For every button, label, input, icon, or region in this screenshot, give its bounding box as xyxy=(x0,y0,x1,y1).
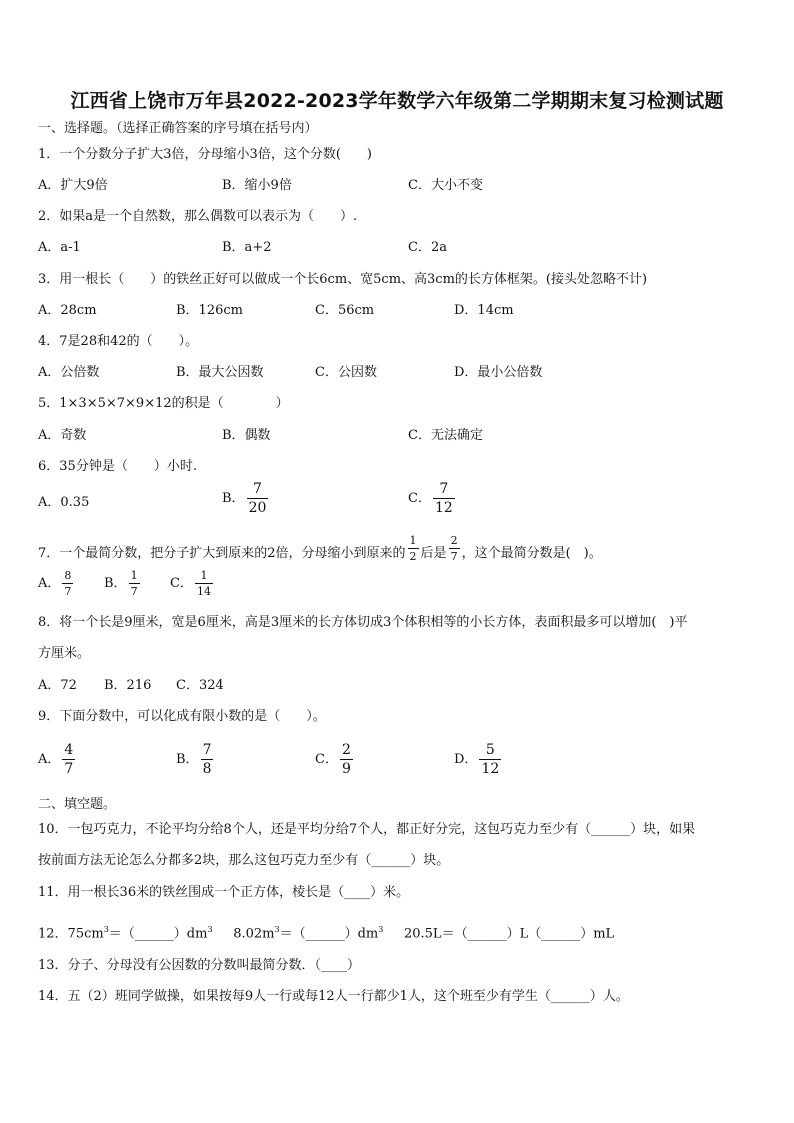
numerator: 7 xyxy=(247,482,269,499)
q9-option-a-fraction xyxy=(62,743,75,776)
q9-option-d-label: D． xyxy=(454,752,478,767)
numerator: 1 xyxy=(409,534,417,547)
q2-option-a: A．a-1 xyxy=(38,240,81,255)
q7-option-a xyxy=(38,570,75,597)
q7-fraction-two-sevenths xyxy=(449,535,460,562)
q9-option-b xyxy=(176,743,215,776)
q5-option-c: C．无法确定 xyxy=(408,428,483,443)
q4-option-a: A．公倍数 xyxy=(38,365,100,380)
q9-option-a-label: A． xyxy=(38,752,61,767)
q7-option-c xyxy=(170,570,215,597)
q12-superscript-1: 3 xyxy=(103,925,109,934)
q7-option-c-label: C． xyxy=(170,576,193,591)
question-5: 5．1×3×5×7×9×12的积是（ ） xyxy=(38,396,289,411)
q5-option-a: A．奇数 xyxy=(38,428,87,443)
q9-option-c xyxy=(315,743,355,776)
section-heading-choice: 一、选择题。（选择正确答案的序号填在括号内） xyxy=(38,121,318,136)
q7-text-part1: 7．一个最简分数，把分子扩大到原来的2倍，分母缩小到原来的 xyxy=(38,546,406,561)
numerator: 4 xyxy=(64,742,74,758)
question-9: 9．下面分数中，可以化成有限小数的是（ ）。 xyxy=(38,709,326,724)
numerator: 1 xyxy=(195,570,213,584)
q9-option-a xyxy=(38,743,77,776)
denominator: 14 xyxy=(196,585,211,598)
denominator: 8 xyxy=(202,761,212,777)
q7-fraction-half xyxy=(408,535,419,562)
q3-option-a: A．28cm xyxy=(38,303,97,318)
question-7 xyxy=(38,535,602,563)
q3-option-b: B．126cm xyxy=(176,303,243,318)
page-title: 江西省上饶市万年县2022-2023学年数学六年级第二学期期末复习检测试题 xyxy=(70,90,724,112)
q7-option-b-label: B． xyxy=(104,576,127,591)
question-10-line-2: 按前面方法无论怎么分都多2块，那么这包巧克力至少有（______）块。 xyxy=(38,853,450,868)
q12-part-1: 12．75cm xyxy=(38,926,104,942)
q8-option-b: B．216 xyxy=(104,678,152,693)
denominator: 12 xyxy=(434,500,453,516)
question-10-line-1: 10．一包巧克力，不论平均分给8个人，还是平均分给7个人，都正好分完，这包巧克力至少有（______）块，如果 xyxy=(38,822,696,837)
question-3: 3．用一根长（ ）的铁丝正好可以做成一个长6cm、宽5cm、高3cm的长方体框架。(接头处忽略不计) xyxy=(38,272,648,287)
numerator: 2 xyxy=(450,534,458,547)
question-2: 2．如果a是一个自然数，那么偶数可以表示为（ ）. xyxy=(38,209,358,224)
q12-part-5: 20.5L＝（______）L（______）mL xyxy=(383,926,615,942)
denominator: 12 xyxy=(481,761,500,777)
q6-option-c xyxy=(408,482,457,515)
numerator: 5 xyxy=(479,743,501,760)
question-6: 6．35分钟是（ ）小时. xyxy=(38,459,197,474)
q12-superscript-3: 3 xyxy=(274,925,280,934)
q6-option-c-fraction xyxy=(433,482,455,515)
q7-option-b xyxy=(104,570,142,597)
question-8-line-2: 方厘米。 xyxy=(38,646,91,661)
q4-option-c: C．公因数 xyxy=(315,365,377,380)
q7-option-a-label: A． xyxy=(38,576,61,591)
q4-option-d: D．最小公倍数 xyxy=(454,365,543,380)
q8-option-a: A．72 xyxy=(38,678,77,693)
q12-part-3: 8.02m xyxy=(212,926,275,942)
q12-part-2: ＝（______）dm xyxy=(108,926,208,942)
q4-option-b: B．最大公因数 xyxy=(176,365,264,380)
denominator: 20 xyxy=(248,500,267,516)
denominator: 9 xyxy=(341,761,351,777)
q3-option-d: D．14cm xyxy=(454,303,514,318)
q1-option-b: B．缩小9倍 xyxy=(222,178,292,193)
q12-part-4: ＝（______）dm xyxy=(279,926,379,942)
q9-option-c-label: C． xyxy=(315,752,338,767)
denominator: 2 xyxy=(409,550,417,563)
q2-option-b: B．a+2 xyxy=(222,240,272,255)
q9-option-b-label: B． xyxy=(176,752,199,767)
denominator: 7 xyxy=(64,585,72,598)
q6-option-a: A．0.35 xyxy=(38,495,90,510)
q12-superscript-2: 3 xyxy=(207,925,213,934)
question-1: 1．一个分数分子扩大3倍，分母缩小3倍，这个分数( ) xyxy=(38,147,372,162)
q12-superscript-4: 3 xyxy=(378,925,384,934)
numerator: 2 xyxy=(341,742,351,758)
q6-option-b-fraction xyxy=(247,482,269,515)
numerator: 1 xyxy=(130,569,138,582)
q6-option-b xyxy=(222,482,270,515)
q1-option-a: A．扩大9倍 xyxy=(38,178,108,193)
denominator: 7 xyxy=(64,761,74,777)
denominator: 7 xyxy=(450,550,458,563)
q6-option-c-label: C． xyxy=(408,491,431,506)
denominator: 7 xyxy=(130,585,138,598)
q6-option-b-label: B． xyxy=(222,491,245,506)
q8-option-c: C．324 xyxy=(176,678,224,693)
question-13: 13．分子、分母没有公因数的分数叫最简分数．（____） xyxy=(38,958,361,973)
question-4: 4．7是28和42的（ ）。 xyxy=(38,334,199,349)
numerator: 8 xyxy=(64,569,72,582)
q7-option-b-fraction xyxy=(129,570,140,597)
question-14: 14．五（2）班同学做操，如果按每9人一行或每12人一行都少1人，这个班至少有学生（______）人。 xyxy=(38,989,629,1004)
numerator: 7 xyxy=(202,742,212,758)
numerator: 7 xyxy=(433,482,455,499)
question-8-line-1: 8．将一个长是9厘米，宽是6厘米，高是3厘米的长方体切成3个体积相等的小长方体，表面积最多可以增加( )平 xyxy=(38,615,688,630)
question-12 xyxy=(38,921,614,943)
question-11: 11．用一根长36米的铁丝围成一个正方体，棱长是（____）米。 xyxy=(38,885,410,900)
q7-option-a-fraction xyxy=(62,570,73,597)
q9-option-d xyxy=(454,743,503,776)
q9-option-b-fraction xyxy=(201,743,214,776)
q7-option-c-fraction xyxy=(195,570,213,597)
q7-text-part2: 后是 xyxy=(420,546,447,561)
q7-text-part3: ，这个最简分数是( )。 xyxy=(461,546,602,561)
section-heading-fill: 二、填空题。 xyxy=(38,797,117,812)
q3-option-c: C．56cm xyxy=(315,303,375,318)
q9-option-c-fraction xyxy=(340,743,353,776)
q2-option-c: C．2a xyxy=(408,240,447,255)
q1-option-c: C．大小不变 xyxy=(408,178,483,193)
q5-option-b: B．偶数 xyxy=(222,428,271,443)
q9-option-d-fraction xyxy=(479,743,501,776)
